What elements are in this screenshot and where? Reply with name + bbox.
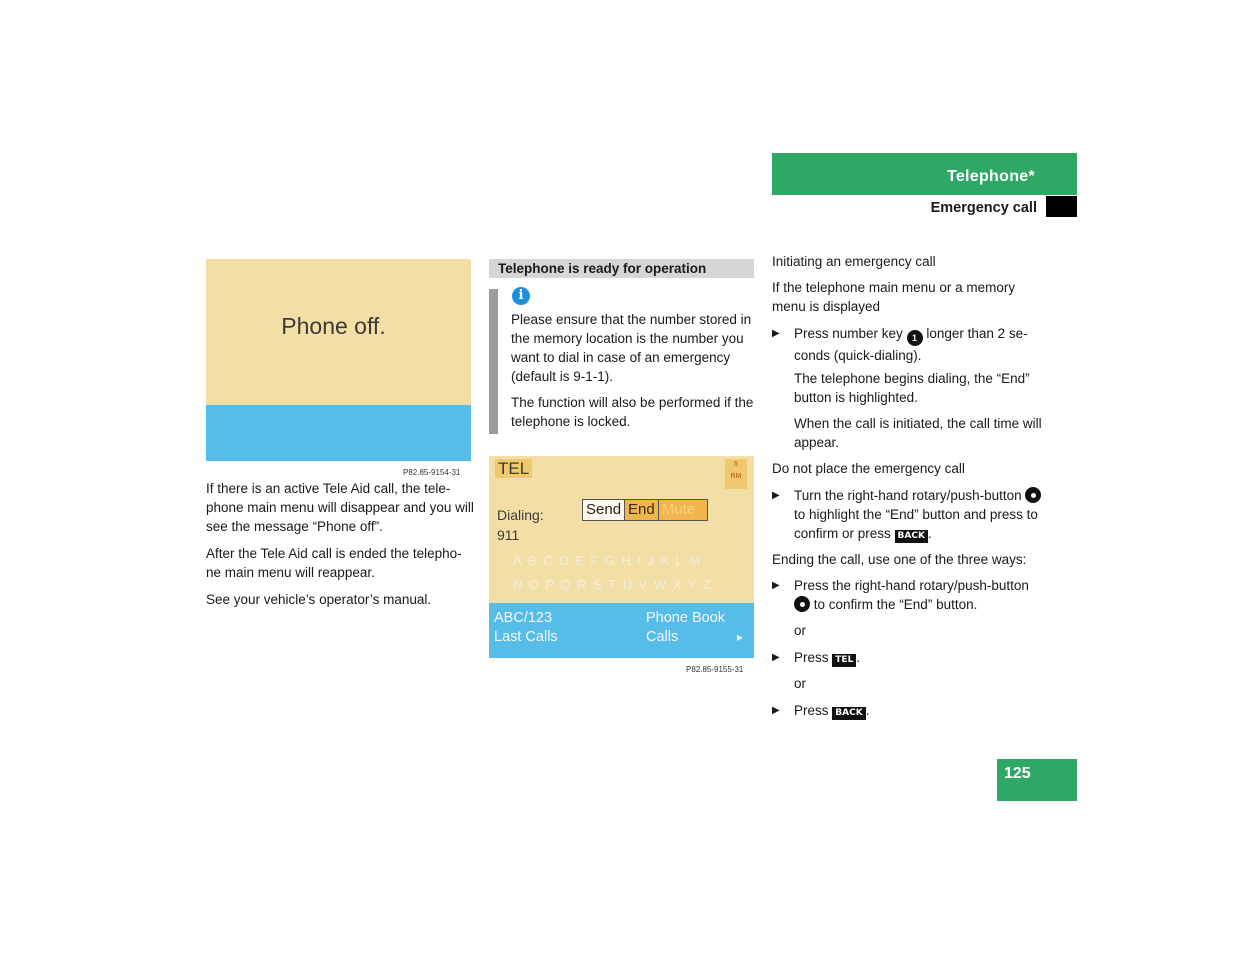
step-confirm-end [772,576,1047,614]
send-softkey: Send [583,500,624,520]
note-paragraph: Please ensure that the number stored in the memory location is the number you want to dial in case of an emergency (default is 9-1-1). [511,312,752,384]
step-text: to highlight the “End” button and press to confirm or press [794,507,1038,541]
last-calls-option: Last Calls [494,629,558,645]
bullet-arrow-icon: ▶ [772,490,780,501]
mute-softkey: Mute [658,500,707,520]
page-number: 125 [1004,765,1031,782]
section-subtitle: Emergency call [930,200,1037,216]
dialing-screen-image [489,456,754,658]
abc-123-option: ABC/123 [494,610,553,626]
step-text: Press [794,703,829,718]
rotary-button-icon [794,596,810,612]
phone-off-message: Phone off. [281,313,386,339]
paragraph: If there is an active Tele Aid call, the tele-phone main menu will disappear and you will see the message “Phone off”. [206,481,474,534]
calls-option: Calls [646,629,679,645]
tel-label: TEL [495,459,532,478]
bullet-arrow-icon: ▶ [772,328,780,339]
image-caption-1: P82.85-9154-31 [403,468,461,477]
step-text: Turn the right-hand rotary/push-button [794,488,1022,503]
phone-book-option: Phone Book [646,610,726,626]
alphabet-row-2: NOPQRSTUVWXYZ [513,577,718,592]
period: . [865,703,870,718]
step-quick-dial [772,324,1047,365]
note-paragraph: The function will also be performed if the telephone is locked. [511,395,754,429]
bullet-arrow-icon: ▶ [772,652,780,663]
header-band [772,153,1077,195]
step-text: to confirm the “End” button. [813,597,978,612]
info-icon: i [512,287,530,305]
intro-text: If the telephone main menu or a memory menu is displayed [772,280,1016,314]
step-text: longer than 2 se-conds (quick-dialing). [794,326,1028,363]
ending-intro-text: Ending the call, use one of the three ways: [772,552,1027,567]
or-text: or [794,623,807,638]
paragraph: After the Tele Aid call is ended the telepho-ne main menu will reappear. [206,546,462,580]
section-title: Telephone is ready for operation [489,259,754,278]
signal-top: 5 [734,461,738,468]
instructions-heading: Initiating an emergency call [772,254,936,269]
arrow-right-icon: ▸ [737,630,744,644]
left-text [206,479,476,617]
signal-icon [725,459,747,489]
alphabet-row-1: ABCDEFGHIJKLM [513,553,707,568]
softkey-bar [582,499,708,521]
number-key-1-icon: 1 [907,330,923,346]
dialed-number: 911 [497,527,520,543]
bullet-arrow-icon: ▶ [772,705,780,716]
or-text: or [794,676,807,691]
signal-bottom: RM [730,473,742,480]
dialing-label: Dialing: [497,507,544,523]
chapter-title: Telephone* [946,168,1035,185]
tel-key-icon: TEL [832,654,856,667]
step-press-tel [772,648,1047,667]
back-key-icon: BACK [832,707,865,720]
section-header [772,196,1077,217]
step-press-back [772,701,1047,720]
note-bar [489,289,498,434]
image-caption-2: P82.85-9155-31 [686,665,744,674]
step-text: Press [794,650,829,665]
back-key-icon: BACK [895,530,928,543]
paragraph: See your vehicle’s operator’s manual. [206,592,432,607]
step-text: Press the right-hand rotary/push-button [794,578,1029,593]
header-marker-block [1046,196,1077,217]
period: . [856,650,861,665]
result-text: When the call is initiated, the call time will appear. [794,416,1042,450]
screen-lower-area [206,405,471,461]
step-text: Press number key [794,326,903,341]
dont-place-text: Do not place the emergency call [772,461,965,476]
end-softkey: End [624,500,658,520]
bullet-arrow-icon: ▶ [772,580,780,591]
step-highlight-end [772,486,1047,543]
info-note [511,310,761,438]
result-text: The telephone begins dialing, the “End” button is highlighted. [794,371,1030,405]
rotary-button-icon [1025,487,1041,503]
phone-off-screen-image [206,259,471,461]
period: . [927,526,932,541]
page-number-tab [997,759,1077,801]
